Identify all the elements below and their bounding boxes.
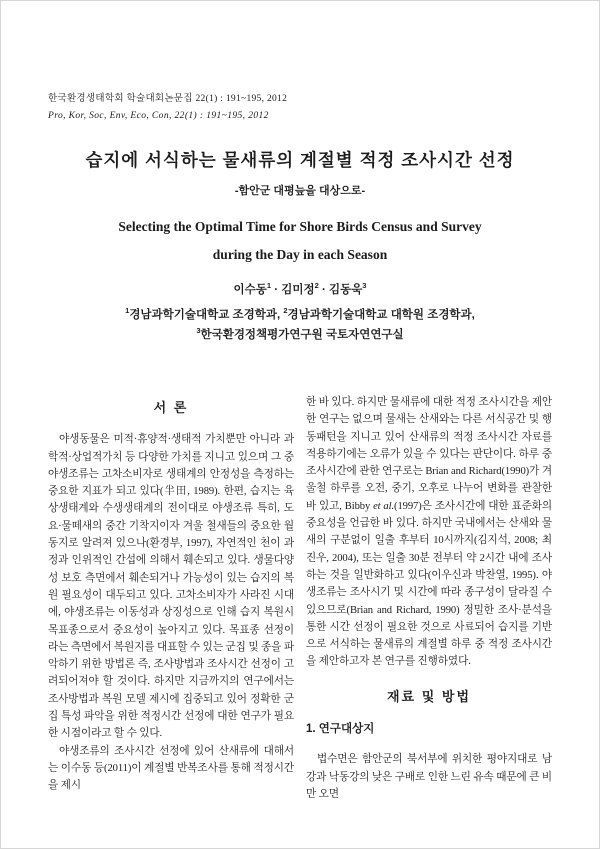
affiliation-line-2: $^3$한국환경정책평가연구원 국토자연연구실 [196, 326, 404, 341]
paper-subtitle-korean: -함안군 대평늪을 대상으로- [234, 185, 366, 197]
paper-title-english-line1: Selecting the Optimal Time for Shore Birds Census and Survey [118, 219, 482, 234]
affiliation-line-1: $^1$경남과학기술대학교 조경학과, $^2$경남과학기술대학교 대학원 조경학과, [125, 306, 475, 321]
methods-section-heading: 재료 및 방법 [386, 688, 471, 704]
paper-title-english-line2: during the Day in each Season [212, 247, 388, 262]
body-columns [48, 394, 552, 803]
journal-citation-korean: 한국환경생태학회 학술대회논문집 22(1) : 191~195, 2012 [48, 94, 288, 104]
intro-paragraph-1: 야생동물은 미적·휴양적·생태적 가치뿐만 아니라 과학적·상업적가치 등 다양한 가치를 지니고 있으며 그 중 야생조류는 고차소비자로 생태계의 안정성을 측정하는 중요한 지표가 되고 있다(半田, 1989). 한편, 습지는 육상생태계와 수생생태계의 전이대로 야생조류 특히, 도요·물떼새의 중간 기착지이자 겨울 철새들의 중요한 월동지로 알려져 있으나(환경부, 1997), 자연적인 천이 과정과 인위적인 간섭에 의해서 훼손되고 있다. 생물다양성 보호 측면에서 훼손되거나 가능성이 있는 습지의 복원 필요성이 대두되고 있다. 고차소비자가 사라진 시대에, 야생조류는 이동성과 상징성으로 인해 습지 복원시 목표종으로서 중요성이 높아지고 있다. 목표종 선정이라는 측면에서 복원지를 대표할 수 있는 군집 및 종을 파악하기 위한 방법론 즉, 조사방법과 조사시간 선정이 고려되어져야 할 것이다. 하지만 지금까지의 연구에서는 조사방법과 복원 모델 제시에 집중되고 있어 정확한 군집 특성 파악을 위한 적정시간 선정에 대한 연구가 필요한 시점이라고 할 수 있다. [48, 434, 294, 740]
intro-paragraph-3-continuation: 한 바 있다. 하지만 물새류에 대한 적정 조사시간을 제안한 연구는 없으며 물새는 산새와는 다른 서식공간 및 행동패턴을 지니고 있어 산새류의 적정 조사시간 자료를 적용하기에는 오류가 있을 수 있다는 판단이다. 하루 중 조사시간에 관한 연구로는 Brian and Richard(1990)가 겨울철 하루를 오전, 중기, 오후로 나누어 변화를 관찰한 바 있고, Bibby et al.(1997)은 조사시간에 대한 표준화의 중요성을 언급한 바 있다. 하지만 국내에서는 산새와 물새의 구분없이 일출 후부터 10시까지(김지석, 2008; 최진우, 2004), 또는 일출 30분 전부터 약 2시간 내에 조사하는 것을 일반화하고 있다(이우신과 박찬열, 1995). 야생조류는 조사시기 및 시간에 따라 종구성이 달라질 수 있으므로(Brian and Richard, 1990) 정밀한 조사·분석을 통한 시간 선정이 필요한 것으로 사료되어 습지를 기반으로 서식하는 물새류의 계절별 하루 중 적정 조사시간을 제안하고자 본 연구를 진행하였다. [306, 397, 552, 668]
intro-paragraph-2: 야생조류의 조사시간 선정에 있어 산새류에 대해서는 이수동 등(2011)이 계절별 반복조사를 통해 적정시간을 제시 [48, 745, 294, 792]
intro-section-heading: 서 론 [153, 400, 189, 415]
journal-header [48, 91, 552, 125]
methods-subsection-1-heading: 1. 연구대상지 [306, 723, 375, 736]
authors-line: 이수동$^1$ · 김미정$^2$ · 김동욱$^3$ [233, 281, 367, 296]
affiliations-block [48, 305, 552, 345]
methods-paragraph-1: 법수면은 함안군의 북서부에 위치한 평야지대로 남강과 낙동강의 낮은 구배로 인한 느린 유속 때문에 큰 비만 오면 [306, 754, 552, 800]
column-right [306, 394, 552, 803]
paper-title-korean: 습지에 서식하는 물새류의 계절별 적정 조사시간 선정 [85, 150, 515, 170]
journal-citation-english: Pro, Kor, Soc, Env, Eco, Con, 22(1) : 191~195, 2012 [48, 111, 269, 121]
column-left [48, 394, 294, 803]
paper-title-english [48, 213, 552, 269]
